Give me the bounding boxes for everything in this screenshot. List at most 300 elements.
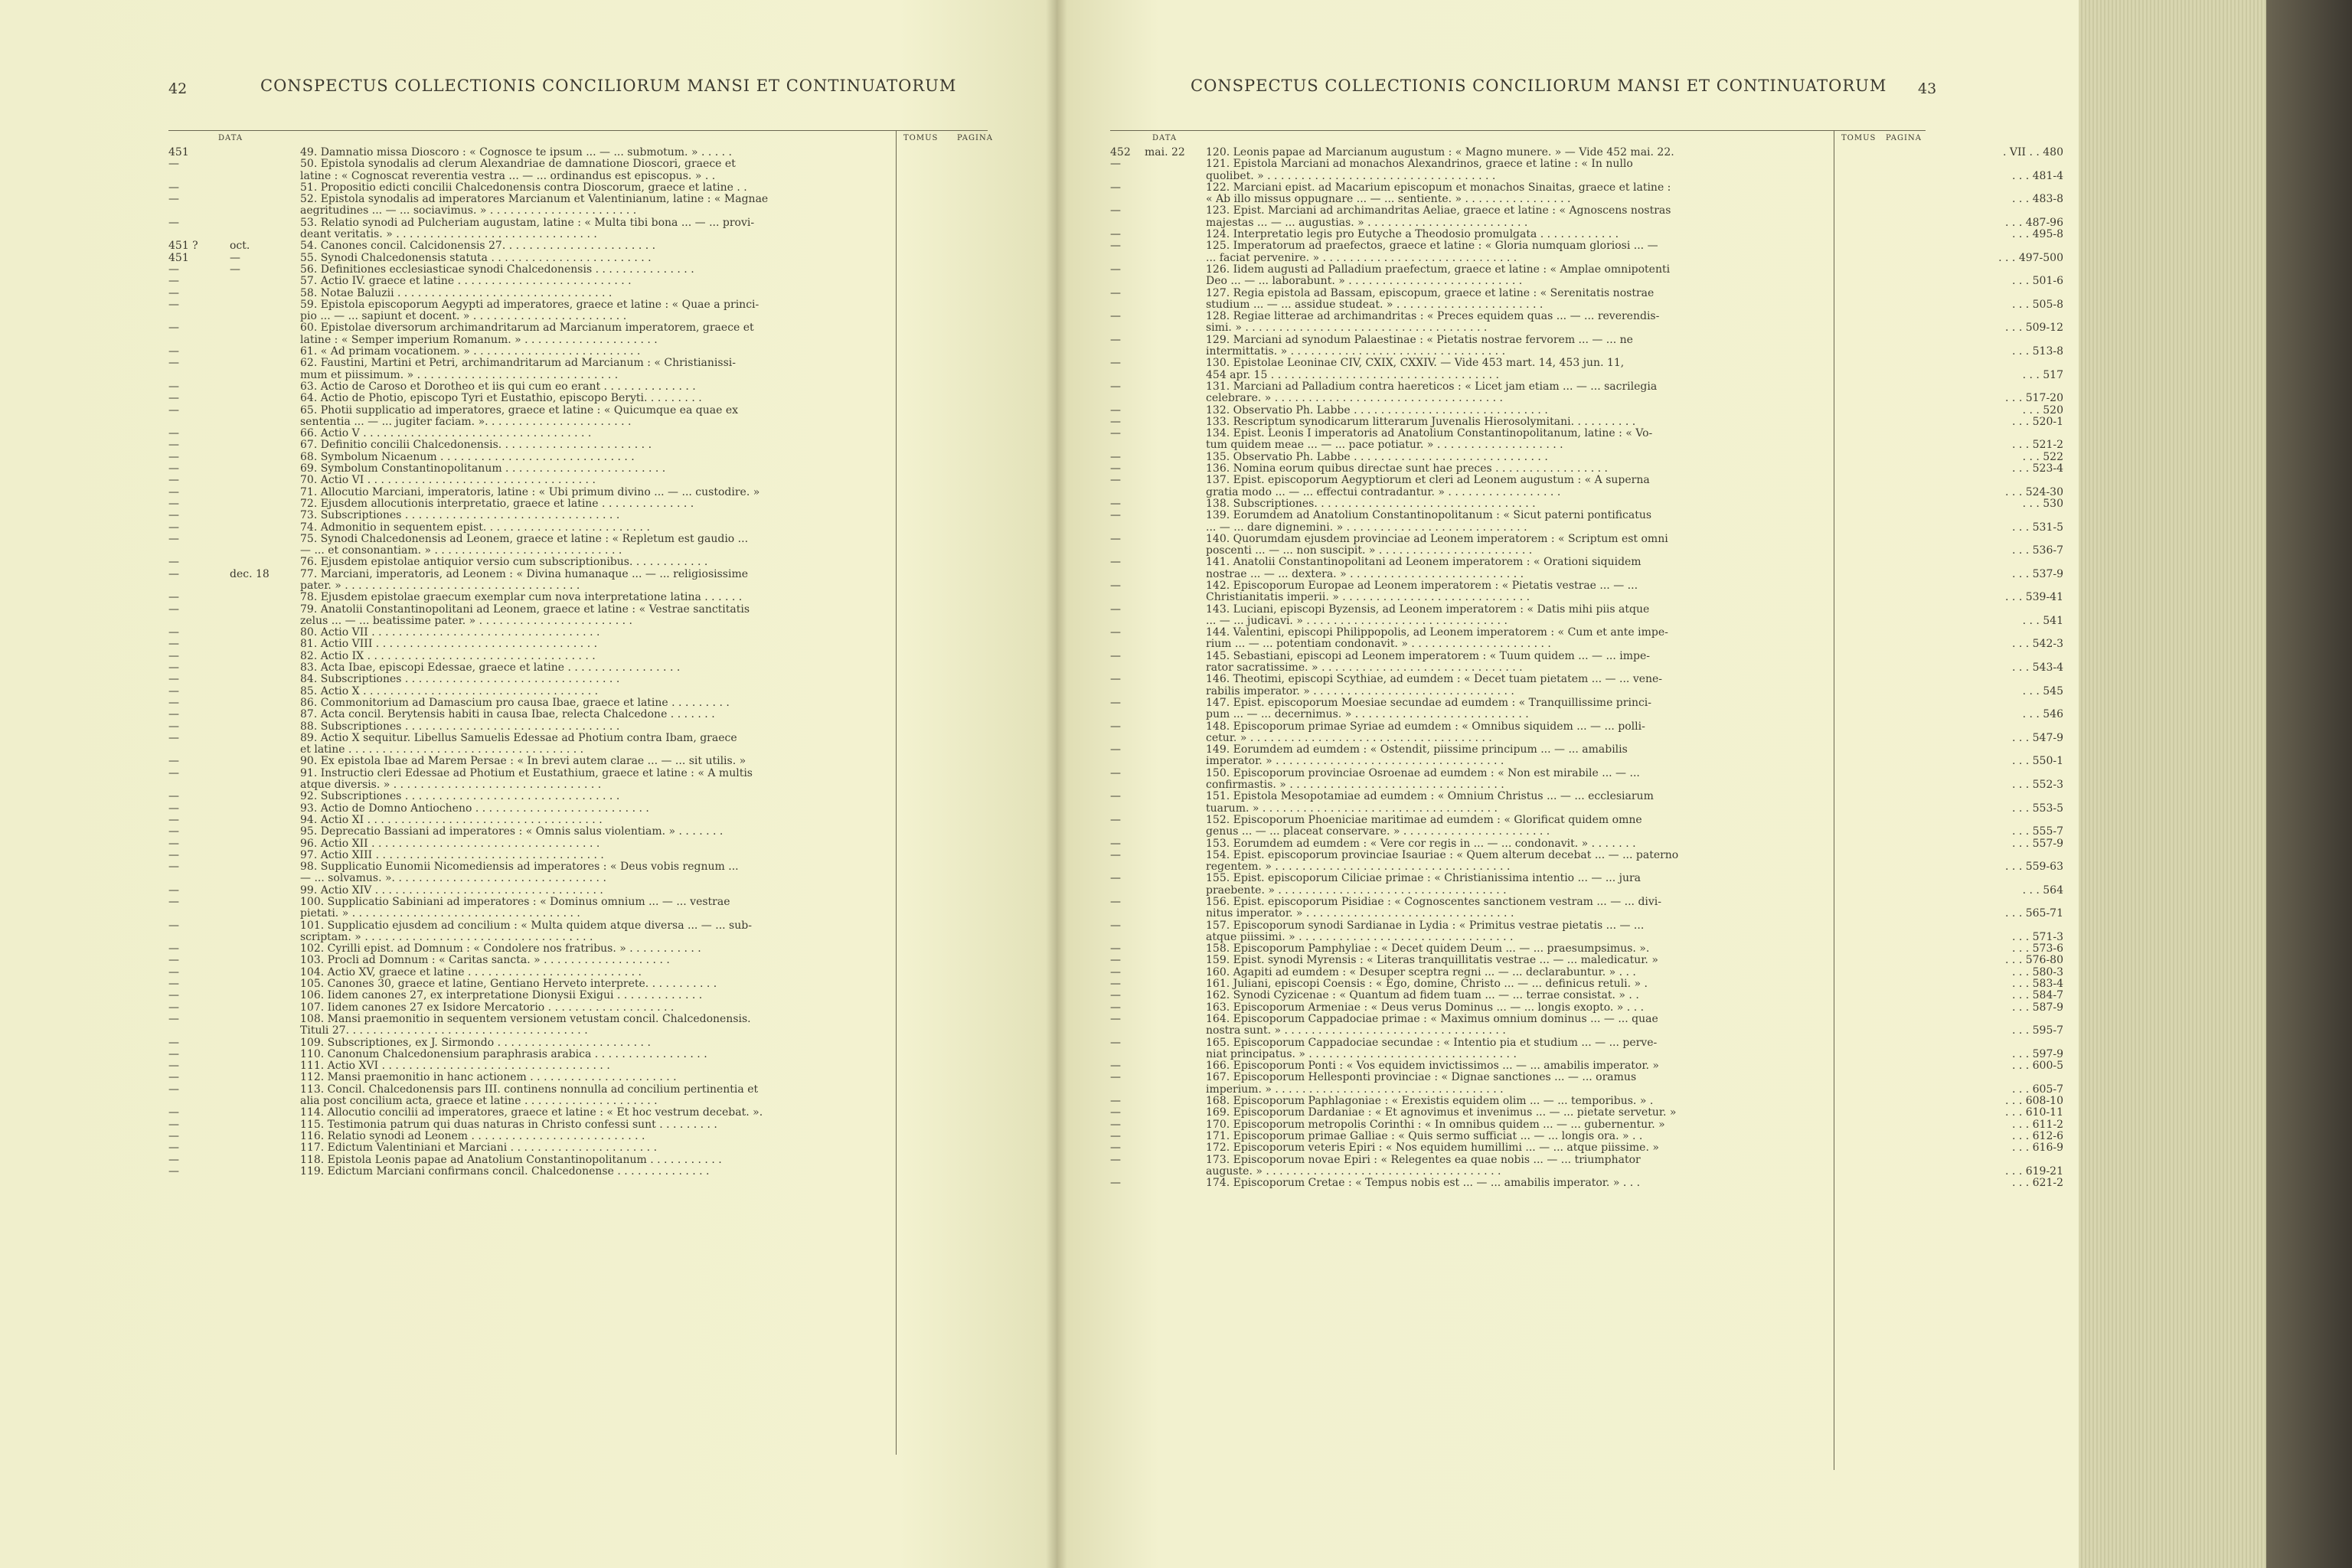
tomus-pagina-ref: . . . 542-3 <box>2011 638 2063 651</box>
col-header-pagina-right: PAGINA <box>1886 134 1922 142</box>
entry-text: 97. Actio XIII . . . . . . . . . . . . . . . . . . . . . . . . . . . . . . . . . . <box>300 849 604 861</box>
tomus-pagina-ref: . . . 531-5 <box>2011 521 2063 534</box>
entry-text: 164. Episcoporum Cappadociae primae : « Maximus omnium dominus ... — ... quae <box>1206 1013 1658 1025</box>
tomus-pagina-ref: . . . 559-63 <box>2005 861 2063 874</box>
date-year: — <box>168 861 179 874</box>
entry-text: 167. Episcoporum Hellesponti provinciae : « Dignae sanctiones ... — ... oramus <box>1206 1072 1637 1084</box>
date-year: — <box>168 731 179 744</box>
entry-text: 142. Episcoporum Europae ad Leonem imperatorem : « Pietatis vestrae ... — ... <box>1206 580 1638 592</box>
date-year: — <box>1110 240 1121 253</box>
entry-text: 117. Edictum Valentiniani et Marciani . . . . . . . . . . . . . . . . . . . . . . <box>300 1142 658 1155</box>
header-rule-left <box>168 130 988 131</box>
tomus-pagina-ref: . . . 619-21 <box>2005 1165 2063 1178</box>
entry-text: 163. Episcoporum Armeniae : « Deus verus Dominus ... — ... longis exopto. » . . . <box>1206 1001 1645 1014</box>
date-year: — <box>1110 673 1121 686</box>
entry-text: 148. Episcoporum primae Syriae ad eumdem : « Omnibus siquidem ... — ... polli- <box>1206 720 1645 733</box>
tomus-pagina-ref: . . . 584-7 <box>2011 989 2063 1002</box>
entry-text: 69. Symbolum Constantinopolitanum . . . . . . . . . . . . . . . . . . . . . . . . <box>300 463 666 475</box>
entry-text: nostrae ... — ... dextera. » . . . . . . . . . . . . . . . . . . . . . . . . . . <box>1206 568 1524 580</box>
date-year: — <box>168 567 179 580</box>
book-cover-edge <box>2266 0 2352 1568</box>
entry-text: 160. Agapiti ad eumdem : « Desuper sceptra regni ... — ... declarabuntur. » . . . <box>1206 966 1636 978</box>
date-year: — <box>1110 228 1121 241</box>
tomus-pagina-ref: . . . 565-71 <box>2005 907 2063 920</box>
entry-text: niat principatus. » . . . . . . . . . . . . . . . . . . . . . . . . . . . . . . . <box>1206 1048 1517 1060</box>
entry-text: 126. Iidem augusti ad Palladium praefectum, graece et latine : « Amplae omnipotenti <box>1206 263 1671 276</box>
date-year: — <box>168 1118 179 1131</box>
date-day: oct. <box>230 240 250 253</box>
tomus-pagina-ref: . . . 608-10 <box>2005 1095 2063 1108</box>
entry-text: 71. Allocutio Marciani, imperatoris, latine : « Ubi primum divino ... — ... custodire. » <box>300 486 760 498</box>
entry-text: 118. Epistola Leonis papae ad Anatolium Constantinopolitanum . . . . . . . . . . . <box>300 1154 722 1166</box>
entry-text: latine : « Semper imperium Romanum. » . . . . . . . . . . . . . . . . . . . . <box>300 334 658 346</box>
entry-text: 60. Epistolae diversorum archimandritarum ad Marcianum imperatorem, graece et <box>300 322 754 335</box>
entry-text: Deo ... — ... laborabunt. » . . . . . . . . . . . . . . . . . . . . . . . . . . <box>1206 276 1523 288</box>
date-year: — <box>1110 626 1121 639</box>
entry-text: 72. Ejusdem allocutionis interpretatio, graece et latine . . . . . . . . . . . . . . <box>300 498 694 510</box>
date-year: — <box>1110 603 1121 616</box>
date-year: — <box>168 790 179 803</box>
date-year: — <box>1110 1142 1121 1155</box>
entry-text: 121. Epistola Marciani ad monachos Alexandrinos, graece et latine : « In nullo <box>1206 158 1633 171</box>
entry-text: imperator. » . . . . . . . . . . . . . . . . . . . . . . . . . . . . . . . . . . <box>1206 756 1504 768</box>
tomus-pagina-ref: . . . 571-3 <box>2011 930 2063 943</box>
date-year: — <box>168 485 179 498</box>
entry-text: 106. Iidem canones 27, ex interpretatione Dionysii Exigui . . . . . . . . . . . . . <box>300 990 703 1002</box>
date-year: — <box>168 1001 179 1014</box>
tomus-pagina-ref: . VII . . 480 <box>2002 146 2063 158</box>
date-year: — <box>168 708 179 721</box>
date-year: — <box>168 322 179 335</box>
header-rule-right <box>1110 130 1926 131</box>
entry-text: 65. Photii supplicatio ad imperatores, graece et latine : « Quicumque ea quae ex <box>300 404 739 416</box>
entry-text: 51. Propositio edicti concilii Chalcedonensis contra Dioscorum, graece et latine . . <box>300 181 747 194</box>
tomus-pagina-ref: . . . 481-4 <box>2011 169 2063 182</box>
entry-text: 138. Subscriptiones. . . . . . . . . . . . . . . . . . . . . . . . . . . . . . . . . <box>1206 498 1536 510</box>
date-year: — <box>1110 310 1121 323</box>
page-number-right: 43 <box>1918 80 1937 97</box>
entry-text: rium ... — ... potentiam condonavit. » . . . . . . . . . . . . . . . . . . . . . <box>1206 639 1551 651</box>
entry-text: 81. Actio VIII . . . . . . . . . . . . . . . . . . . . . . . . . . . . . . . . . <box>300 639 598 651</box>
date-year: — <box>1110 263 1121 276</box>
entry-text: 158. Episcoporum Pamphyliae : « Decet quidem Deum ... — ... praesumpsimus. ». <box>1206 943 1650 956</box>
tomus-pagina-ref: . . . 497-500 <box>1998 251 2063 264</box>
entry-text: 139. Eorumdem ad Anatolium Constantinopolitanum : « Sicut paterni pontificatus <box>1206 510 1652 522</box>
entry-text: ... — ... dare dignemini. » . . . . . . . . . . . . . . . . . . . . . . . . . . . <box>1206 521 1527 534</box>
entry-text: 94. Actio XI . . . . . . . . . . . . . . . . . . . . . . . . . . . . . . . . . . . <box>300 814 603 826</box>
entry-text: 152. Episcoporum Phoeniciae maritimae ad eumdem : « Glorificat quidem omne <box>1206 814 1642 826</box>
tomus-pagina-ref: . . . 553-5 <box>2011 802 2063 815</box>
date-year: — <box>168 216 179 229</box>
date-year: — <box>168 1083 179 1096</box>
entry-text: 107. Iidem canones 27 ex Isidore Mercatorio . . . . . . . . . . . . . . . . . . . <box>300 1001 675 1014</box>
tomus-pagina-ref: . . . 501-6 <box>2011 275 2063 288</box>
date-year: — <box>1110 357 1121 370</box>
date-year: — <box>168 591 179 604</box>
entry-text: rabilis imperator. » . . . . . . . . . . . . . . . . . . . . . . . . . . . . . . <box>1206 685 1514 697</box>
entry-text: 77. Marciani, imperatoris, ad Leonem : « Divina humanaque ... — ... religiosissime <box>300 568 749 580</box>
date-day: — <box>230 251 240 264</box>
entry-text: 108. Mansi praemonitio in sequentem versionem vetustam concil. Chalcedonensis. <box>300 1013 751 1025</box>
entry-text: 127. Regia epistola ad Bassam, episcopum, graece et latine : « Serenitatis nostrae <box>1206 287 1655 299</box>
tomus-pagina-ref: . . . 612-6 <box>2011 1129 2063 1142</box>
date-year: — <box>1110 497 1121 510</box>
date-year: — <box>168 684 179 697</box>
entry-text: auguste. » . . . . . . . . . . . . . . . . . . . . . . . . . . . . . . . . . . . <box>1206 1165 1501 1178</box>
date-year: — <box>168 942 179 956</box>
tomus-pagina-ref: . . . 495-8 <box>2011 228 2063 241</box>
date-day: mai. 22 <box>1145 146 1185 158</box>
tomus-pagina-ref: . . . 517 <box>2022 368 2063 381</box>
entry-text: 62. Faustini, Martini et Petri, archimandritarum ad Marcianum : « Christianissi- <box>300 358 736 370</box>
date-year: — <box>1110 1095 1121 1108</box>
date-year: 451 <box>168 251 189 264</box>
date-day: dec. 18 <box>230 567 270 580</box>
date-year: — <box>168 1129 179 1142</box>
entry-text: 90. Ex epistola Ibae ad Marem Persae : « In brevi autem clarae ... — ... sit utilis. » <box>300 756 746 768</box>
date-year: — <box>1110 942 1121 956</box>
entry-text: 115. Testimonia patrum qui duas naturas in Christo confessi sunt . . . . . . . . . <box>300 1119 717 1131</box>
date-year: — <box>1110 204 1121 217</box>
date-year: — <box>1110 462 1121 475</box>
entry-text: 87. Acta concil. Berytensis habiti in causa Ibae, relecta Chalcedone . . . . . . . <box>300 709 715 721</box>
entry-text: 124. Interpretatio legis pro Eutyche a Theodosio promulgata . . . . . . . . . . . . <box>1206 229 1619 241</box>
entry-text: 53. Relatio synodi ad Pulcheriam augustam, latine : « Multa tibi bona ... — ... provi- <box>300 217 755 229</box>
entry-text: 63. Actio de Caroso et Dorotheo et iis qui cum eo erant . . . . . . . . . . . . . . <box>300 381 696 393</box>
date-year: — <box>1110 1036 1121 1049</box>
entry-text: aegritudines ... — ... sociavimus. » . . . . . . . . . . . . . . . . . . . . . . <box>300 205 637 217</box>
entry-text: 58. Notae Baluzii . . . . . . . . . . . . . . . . . . . . . . . . . . . . . . . . <box>300 287 612 299</box>
entry-text: zelus ... — ... beatissime pater. » . . . . . . . . . . . . . . . . . . . . . . . <box>300 615 632 627</box>
entry-text: 54. Canones concil. Calcidonensis 27. . . . . . . . . . . . . . . . . . . . . . . <box>300 240 656 253</box>
entry-text: cetur. » . . . . . . . . . . . . . . . . . . . . . . . . . . . . . . . . . . . . <box>1206 732 1492 744</box>
entry-text: 110. Canonum Chalcedonensium paraphrasis arabica . . . . . . . . . . . . . . . . . <box>300 1048 707 1060</box>
date-year: — <box>168 896 179 908</box>
tomus-pagina-ref: . . . 543-4 <box>2011 662 2063 675</box>
entry-text: imperium. » . . . . . . . . . . . . . . . . . . . . . . . . . . . . . . . . . . <box>1206 1083 1504 1096</box>
tomus-pagina-ref: . . . 610-11 <box>2005 1106 2063 1119</box>
entry-text: 169. Episcoporum Dardaniae : « Et agnovimus et invenimus ... — ... pietate servetur. » <box>1206 1107 1677 1119</box>
entry-text: 88. Subscriptiones . . . . . . . . . . . . . . . . . . . . . . . . . . . . . . . . <box>300 720 620 733</box>
tomus-pagina-ref: . . . 546 <box>2022 708 2063 721</box>
date-year: — <box>168 1036 179 1049</box>
tomus-pagina-ref: . . . 587-9 <box>2011 1001 2063 1014</box>
date-year: — <box>1110 415 1121 428</box>
date-year: — <box>168 673 179 686</box>
entry-text: 144. Valentini, episcopi Philippopolis, ad Leonem imperatorem : « Cum et ante impe- <box>1206 627 1668 639</box>
date-year: — <box>168 1047 179 1060</box>
date-year: — <box>168 638 179 651</box>
entry-text: 119. Edictum Marciani confirmans concil. Chalcedonense . . . . . . . . . . . . . . <box>300 1165 710 1178</box>
entry-text: 93. Actio de Domno Antiocheno . . . . . . . . . . . . . . . . . . . . . . . . . . <box>300 802 649 815</box>
date-year: — <box>168 298 179 311</box>
tomus-pagina-ref: . . . 541 <box>2022 614 2063 627</box>
entry-text: 80. Actio VII . . . . . . . . . . . . . . . . . . . . . . . . . . . . . . . . . . <box>300 627 600 639</box>
col-header-pagina-left: PAGINA <box>957 134 993 142</box>
tomus-pagina-ref: . . . 576-80 <box>2005 954 2063 967</box>
left-page <box>0 0 1057 1568</box>
tomus-pagina-ref: . . . 483-8 <box>2011 193 2063 206</box>
date-year: — <box>168 521 179 534</box>
entry-text: nitus imperator. » . . . . . . . . . . . . . . . . . . . . . . . . . . . . . . . <box>1206 908 1514 920</box>
entry-text: celebrare. » . . . . . . . . . . . . . . . . . . . . . . . . . . . . . . . . . . <box>1206 393 1503 405</box>
date-year: — <box>1110 1012 1121 1025</box>
entry-text: 96. Actio XII . . . . . . . . . . . . . . . . . . . . . . . . . . . . . . . . . . <box>300 838 600 850</box>
date-year: — <box>168 450 179 463</box>
date-year: — <box>168 696 179 709</box>
entry-text: 86. Commonitorium ad Damascium pro causa Ibae, graece et latine . . . . . . . . . <box>300 697 730 709</box>
tomus-pagina-ref: . . . 530 <box>2022 497 2063 510</box>
date-year: — <box>168 474 179 487</box>
date-year: — <box>168 662 179 675</box>
date-year: — <box>168 181 179 194</box>
date-year: — <box>168 919 179 932</box>
date-year: — <box>168 439 179 452</box>
entry-text: 83. Acta Ibae, episcopi Edessae, graece et latine . . . . . . . . . . . . . . . . . <box>300 662 681 675</box>
date-year: — <box>1110 1153 1121 1166</box>
entry-text: 112. Mansi praemonitio in hanc actionem . . . . . . . . . . . . . . . . . . . . . . <box>300 1072 677 1084</box>
entry-text: 137. Epist. episcoporum Aegyptiorum et cleri ad Leonem augustum : « A superna <box>1206 475 1650 487</box>
entry-text: latine : « Cognoscat reverentia vestra ... — ... ordinandus est episcopus. » . . <box>300 170 716 182</box>
running-title-right: CONSPECTUS COLLECTIONIS CONCILIORUM MANSI ET CONTINUATORUM <box>1191 77 1887 95</box>
entry-text: intermittatis. » . . . . . . . . . . . . . . . . . . . . . . . . . . . . . . . . <box>1206 346 1506 358</box>
date-year: — <box>168 1165 179 1178</box>
date-year: — <box>1110 181 1121 194</box>
entry-text: 153. Eorumdem ad eumdem : « Vere cor regis in ... — ... condonavit. » . . . . . . . <box>1206 838 1636 850</box>
date-year: — <box>168 497 179 510</box>
date-year: — <box>1110 450 1121 463</box>
entry-text: 172. Episcoporum veteris Epiri : « Nos equidem humillimi ... — ... atque piissime. » <box>1206 1142 1659 1155</box>
running-title-left: CONSPECTUS COLLECTIONIS CONCILIORUM MANSI ET CONTINUATORUM <box>260 77 957 95</box>
tomus-pagina-ref: . . . 564 <box>2022 884 2063 897</box>
entry-text: pater. » . . . . . . . . . . . . . . . . . . . . . . . . . . . . . . . . . . . <box>300 580 580 592</box>
date-year: — <box>1110 1177 1121 1190</box>
date-year: — <box>1110 720 1121 733</box>
entry-text: 67. Definitio concilii Chalcedonensis. . . . . . . . . . . . . . . . . . . . . . . <box>300 439 652 452</box>
date-year: — <box>1110 556 1121 569</box>
entry-text: 99. Actio XIV . . . . . . . . . . . . . . . . . . . . . . . . . . . . . . . . . . <box>300 884 603 897</box>
date-year: — <box>168 532 179 545</box>
tomus-pagina-ref: . . . 513-8 <box>2011 345 2063 358</box>
date-year: — <box>168 462 179 475</box>
entry-text: 111. Actio XVI . . . . . . . . . . . . . . . . . . . . . . . . . . . . . . . . . . <box>300 1060 610 1073</box>
entry-text: 57. Actio IV. graece et latine . . . . . . . . . . . . . . . . . . . . . . . . . . <box>300 276 632 288</box>
tomus-pagina-ref: . . . 523-4 <box>2011 462 2063 475</box>
tomus-pagina-ref: . . . 580-3 <box>2011 965 2063 978</box>
entry-text: — ... et consonantiam. » . . . . . . . . . . . . . . . . . . . . . . . . . . . . <box>300 545 622 557</box>
date-year: 451 ? <box>168 240 198 253</box>
tomus-pagina-ref: . . . 595-7 <box>2011 1024 2063 1037</box>
entry-text: 454 apr. 15 . . . . . . . . . . . . . . . . . . . . . . . . . . . . . . . . . . <box>1206 369 1499 381</box>
entry-text: 84. Subscriptiones . . . . . . . . . . . . . . . . . . . . . . . . . . . . . . . . <box>300 674 620 686</box>
tomus-pagina-ref: . . . 539-41 <box>2005 591 2063 604</box>
entry-text: pio ... — ... sapiunt et docent. » . . . . . . . . . . . . . . . . . . . . . . . <box>300 311 627 323</box>
date-year: — <box>1110 286 1121 299</box>
tomus-pagina-ref: . . . 520 <box>2022 403 2063 416</box>
date-year: — <box>1110 333 1121 346</box>
entry-text: 165. Episcoporum Cappadociae secundae : « Intentio pia et studium ... — ... perve- <box>1206 1037 1658 1049</box>
entry-text: quolibet. » . . . . . . . . . . . . . . . . . . . . . . . . . . . . . . . . . . <box>1206 170 1496 182</box>
entry-text: 75. Synodi Chalcedonensis ad Leonem, graece et latine : « Repletum est gaudio ... <box>300 533 749 545</box>
date-year: — <box>168 1060 179 1073</box>
entry-text: 79. Anatolii Constantinopolitani ad Leonem, graece et latine : « Vestrae sanctitatis <box>300 603 750 616</box>
entry-text: 98. Supplicatio Eunomii Nicomediensis ad imperatores : « Deus vobis regnum ... <box>300 861 739 874</box>
date-year: — <box>1110 509 1121 522</box>
entry-text: 170. Episcoporum metropolis Corinthi : « In omnibus quidem ... — ... gubernentur. » <box>1206 1119 1665 1131</box>
entry-text: nostra sunt. » . . . . . . . . . . . . . . . . . . . . . . . . . . . . . . . . . <box>1206 1025 1506 1037</box>
tomus-pagina-ref: . . . 524-30 <box>2005 485 2063 498</box>
entry-text: 113. Concil. Chalcedonensis pars III. continens nonnulla ad concilium pertinentia et <box>300 1083 759 1096</box>
entry-text: 130. Epistolae Leoninae CIV, CXIX, CXXIV. — Vide 453 mart. 14, 453 jun. 11, <box>1206 358 1625 370</box>
entry-text: rator sacratissime. » . . . . . . . . . . . . . . . . . . . . . . . . . . . . . . <box>1206 662 1523 675</box>
date-year: — <box>1110 965 1121 978</box>
entry-text: pum ... — ... decernimus. » . . . . . . . . . . . . . . . . . . . . . . . . . . <box>1206 709 1529 721</box>
date-year: — <box>1110 954 1121 967</box>
entry-text: — ... solvamus. ». . . . . . . . . . . . . . . . . . . . . . . . . . . . . . . . <box>300 873 606 885</box>
entry-text: 143. Luciani, episcopi Byzensis, ad Leonem imperatorem : « Datis mihi piis atque <box>1206 603 1650 616</box>
tomus-pagina-ref: . . . 552-3 <box>2011 779 2063 792</box>
date-year: — <box>1110 872 1121 885</box>
entry-text: 49. Damnatio missa Dioscoro : « Cognosce te ipsum ... — ... submotum. » . . . . . <box>300 147 733 158</box>
entry-text: majestas ... — ... augustias. » . . . . . . . . . . . . . . . . . . . . . . . . <box>1206 217 1528 229</box>
entry-text: 134. Epist. Leonis I imperatoris ad Anatolium Constantinopolitanum, latine : « Vo- <box>1206 428 1653 440</box>
date-year: — <box>1110 1129 1121 1142</box>
entry-text: 92. Subscriptiones . . . . . . . . . . . . . . . . . . . . . . . . . . . . . . . . <box>300 791 620 803</box>
entry-text: 122. Marciani epist. ad Macarium episcopum et monachos Sinaitas, graece et latine : <box>1206 181 1671 194</box>
entry-text: simi. » . . . . . . . . . . . . . . . . . . . . . . . . . . . . . . . . . . . . <box>1206 322 1488 335</box>
entry-text: 74. Admonitio in sequentem epist. . . . . . . . . . . . . . . . . . . . . . . . . <box>300 521 650 534</box>
entry-text: 166. Episcoporum Ponti : « Vos equidem invictissimos ... — ... amabilis imperator. » <box>1206 1060 1659 1073</box>
date-year: — <box>168 286 179 299</box>
entry-text: 173. Episcoporum novae Epiri : « Relegentes ea quae nobis ... — ... triumphator <box>1206 1154 1641 1166</box>
entry-text: 116. Relatio synodi ad Leonem . . . . . . . . . . . . . . . . . . . . . . . . . . <box>300 1130 645 1142</box>
entry-text: 91. Instructio cleri Edessae ad Photium et Eustathium, graece et latine : « A multis <box>300 767 753 779</box>
date-year: — <box>168 403 179 416</box>
entry-text: alia post concilium acta, graece et latine . . . . . . . . . . . . . . . . . . . . <box>300 1096 658 1108</box>
tomus-pagina-ref: . . . 545 <box>2022 684 2063 697</box>
col-header-tomus-left: TOMUS <box>903 134 939 142</box>
entry-text: 133. Rescriptum synodicarum litterarum Juvenalis Hierosolymitani. . . . . . . . . . <box>1206 416 1636 428</box>
entry-text: 131. Marciani ad Palladium contra haereticos : « Licet jam etiam ... — ... sacrilegia <box>1206 381 1658 393</box>
date-year: — <box>168 193 179 206</box>
entry-text: tuarum. » . . . . . . . . . . . . . . . . . . . . . . . . . . . . . . . . . . . <box>1206 802 1498 815</box>
entry-text: 64. Actio de Photio, episcopo Tyri et Eustathio, episcopo Beryti. . . . . . . . . <box>300 393 702 405</box>
entry-text: atque piissimi. » . . . . . . . . . . . . . . . . . . . . . . . . . . . . . . . . <box>1206 931 1514 943</box>
entry-text: 156. Epist. episcoporum Pisidiae : « Cognoscentes sanctionem vestram ... — ... divi- <box>1206 897 1662 908</box>
date-year: — <box>168 1153 179 1166</box>
entry-text: tum quidem meae ... — ... pace potiatur. » . . . . . . . . . . . . . . . . . . . <box>1206 439 1563 452</box>
entry-text: « Ab illo missus oppugnare ... — ... sentiente. » . . . . . . . . . . . . . . . . <box>1206 194 1571 206</box>
tomus-pagina-ref: . . . 583-4 <box>2011 978 2063 991</box>
date-year: — <box>168 345 179 358</box>
entry-text: 157. Episcoporum synodi Sardianae in Lydia : « Primitus vestrae pietatis ... — ... <box>1206 920 1645 932</box>
tomus-pagina-ref: . . . 520-1 <box>2011 415 2063 428</box>
entry-text: 135. Observatio Ph. Labbe . . . . . . . . . . . . . . . . . . . . . . . . . . . . . <box>1206 451 1548 463</box>
date-year: — <box>168 509 179 522</box>
entry-text: 55. Synodi Chalcedonensis statuta . . . . . . . . . . . . . . . . . . . . . . . . <box>300 252 652 264</box>
date-year: 452 <box>1110 146 1131 158</box>
date-year: — <box>1110 1106 1121 1119</box>
tomus-pagina-ref: . . . 536-7 <box>2011 544 2063 557</box>
entry-text: 161. Juliani, episcopi Coensis : « Ego, domine, Christo ... — ... definicus retuli. » . <box>1206 978 1648 991</box>
date-year: — <box>168 556 179 569</box>
col-header-data-left: DATA <box>218 134 243 142</box>
entry-text: 171. Episcoporum primae Galliae : « Quis sermo sufficiat ... — ... longis ora. » . . <box>1206 1130 1643 1142</box>
tomus-pagina-ref: . . . 605-7 <box>2011 1083 2063 1096</box>
entry-text: 105. Canones 30, graece et latine, Gentiano Herveto interprete. . . . . . . . . . . <box>300 978 717 991</box>
entry-text: regentem. » . . . . . . . . . . . . . . . . . . . . . . . . . . . . . . . . . . . <box>1206 861 1511 874</box>
entry-text: sententia ... — ... jugiter faciam. ». . . . . . . . . . . . . . . . . . . . . . <box>300 416 632 428</box>
date-year: — <box>168 649 179 662</box>
date-year: — <box>168 380 179 393</box>
date-year: — <box>1110 696 1121 709</box>
entry-text: 147. Epist. episcoporum Moesiae secundae ad eumdem : « Tranquillissime princi- <box>1206 697 1652 709</box>
entry-text: 101. Supplicatio ejusdem ad concilium : « Multa quidem atque diversa ... — ... sub- <box>300 920 752 932</box>
entry-text: deant veritatis. » . . . . . . . . . . . . . . . . . . . . . . . . . . . . . . <box>300 229 597 241</box>
date-year: — <box>168 813 179 826</box>
entry-text: 102. Cyrilli epist. ad Domnum : « Condolere nos fratribus. » . . . . . . . . . . . <box>300 943 701 956</box>
date-year: — <box>1110 403 1121 416</box>
entry-text: scriptam. » . . . . . . . . . . . . . . . . . . . . . . . . . . . . . . . . . . <box>300 931 593 943</box>
date-year: — <box>168 603 179 616</box>
date-year: — <box>1110 766 1121 779</box>
date-year: — <box>168 978 179 991</box>
tomus-pagina-ref: . . . 600-5 <box>2011 1060 2063 1073</box>
date-year: — <box>168 989 179 1002</box>
date-year: — <box>1110 743 1121 756</box>
date-year: — <box>168 1142 179 1155</box>
date-year: 451 <box>168 146 189 158</box>
col-header-data-right: DATA <box>1152 134 1178 142</box>
page-number-left: 42 <box>168 80 188 97</box>
date-year: — <box>1110 1060 1121 1073</box>
entry-text: pietati. » . . . . . . . . . . . . . . . . . . . . . . . . . . . . . . . . . . <box>300 908 580 920</box>
date-year: — <box>1110 978 1121 991</box>
entry-text: 66. Actio V . . . . . . . . . . . . . . . . . . . . . . . . . . . . . . . . . . <box>300 428 592 440</box>
date-year: — <box>1110 813 1121 826</box>
entry-text: 129. Marciani ad synodum Palaestinae : « Pietatis nostrae fervorem ... — ... ne <box>1206 334 1633 346</box>
tomus-pagina-ref: . . . 555-7 <box>2011 825 2063 838</box>
entry-text: Christianitatis imperii. » . . . . . . . . . . . . . . . . . . . . . . . . . . . . <box>1206 592 1530 604</box>
date-year: — <box>1110 896 1121 908</box>
date-year: — <box>168 626 179 639</box>
date-year: — <box>168 766 179 779</box>
date-year: — <box>168 884 179 897</box>
right-page <box>1057 0 2079 1568</box>
book-gutter <box>1046 0 1067 1568</box>
date-year: — <box>168 357 179 370</box>
date-year: — <box>1110 1001 1121 1014</box>
entry-text: 59. Epistola episcoporum Aegypti ad imperatores, graece et latine : « Quae a princi- <box>300 299 760 311</box>
entry-text: atque diversis. » . . . . . . . . . . . . . . . . . . . . . . . . . . . . . . . <box>300 779 602 792</box>
entry-text: 68. Symbolum Nicaenum . . . . . . . . . . . . . . . . . . . . . . . . . . . . . <box>300 451 635 463</box>
entry-text: 146. Theotimi, episcopi Scythiae, ad eumdem : « Decet tuam pietatem ... — ... vene- <box>1206 674 1663 686</box>
entry-text: 174. Episcoporum Cretae : « Tempus nobis est ... — ... amabilis imperator. » . . . <box>1206 1178 1641 1190</box>
entry-text: 128. Regiae litterae ad archimandritas : « Preces equidem quas ... — ... reverendis- <box>1206 311 1660 323</box>
date-year: — <box>168 263 179 276</box>
date-year: — <box>168 802 179 815</box>
tomus-pagina-ref: . . . 616-9 <box>2011 1142 2063 1155</box>
date-year: — <box>168 427 179 440</box>
date-year: — <box>1110 989 1121 1002</box>
entry-text: ... — ... judicavi. » . . . . . . . . . . . . . . . . . . . . . . . . . . . . . . <box>1206 615 1508 627</box>
date-year: — <box>1110 427 1121 440</box>
entry-text: 136. Nomina eorum quibus directae sunt hae preces . . . . . . . . . . . . . . . . . <box>1206 463 1608 475</box>
tomus-pagina-ref: . . . 611-2 <box>2011 1118 2063 1131</box>
date-year: — <box>168 825 179 838</box>
tomus-pagina-ref: . . . 597-9 <box>2011 1047 2063 1060</box>
tomus-pagina-ref: . . . 550-1 <box>2011 755 2063 768</box>
